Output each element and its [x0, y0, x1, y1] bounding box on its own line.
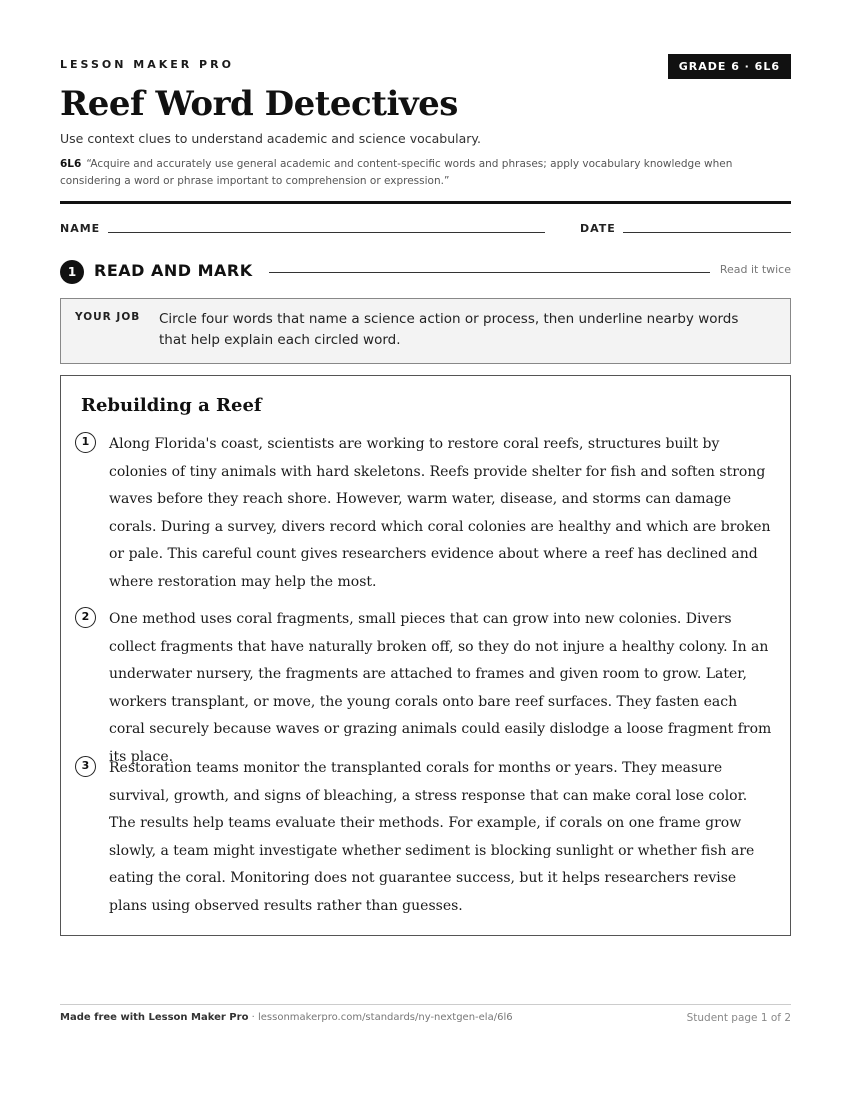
paragraph-number: 2 — [75, 607, 96, 628]
section-number: 1 — [60, 260, 84, 284]
date-label: DATE — [580, 222, 616, 235]
paragraph-text: Restoration teams monitor the transplanted corals for months or years. They measure survival, growth, and signs of bleaching, a stress response that can make coral lose color. The results help teams evaluate their methods. For example, if corals on one frame grow slowly, a team might investigate whether sediment is blocking sunlight or whether fish are eating the coral. Monitoring does not guarantee success, but it helps researchers revise plans using observed results rather than guesses. — [109, 760, 755, 914]
footer-url[interactable]: · lessonmakerpro.com/standards/ny-nextgen-ela/6l6 — [248, 1012, 513, 1023]
your-job-label: YOUR JOB — [75, 311, 141, 323]
grade-badge: GRADE 6 · 6L6 — [668, 54, 791, 79]
page-number: Student page 1 of 2 — [686, 1012, 791, 1024]
standard-code: 6L6 — [60, 158, 82, 170]
footer-divider — [60, 1004, 791, 1005]
section-title: READ AND MARK — [94, 261, 253, 280]
paragraph-number: 1 — [75, 432, 96, 453]
reading-passage — [60, 375, 791, 936]
brand-name: LESSON MAKER PRO — [60, 58, 234, 71]
page-subtitle: Use context clues to understand academic and science vocabulary. — [60, 131, 481, 146]
paragraph-text: One method uses coral fragments, small pieces that can grow into new colonies. Divers collect fragments that have naturally broken off, so they do not injure a healthy colony. In an underwater nursery, the fragments are attached to frames and given room to grow. Later, workers transplant, or move, the young corals onto bare reef surfaces. They fasten each coral securely because waves or grazing animals could easily dislodge a loose fragment from its place. — [109, 611, 772, 765]
name-label: NAME — [60, 222, 101, 235]
section-note: Read it twice — [719, 263, 791, 276]
standard-text: “Acquire and accurately use general academic and content-specific words and phrases; apply vocabulary knowledge when considering a word or phrase important to comprehension or expression.” — [60, 158, 733, 187]
standard-statement — [60, 156, 791, 190]
footer-credit — [60, 1012, 513, 1023]
header-divider — [60, 201, 791, 204]
paragraph-text: Along Florida's coast, scientists are working to restore coral reefs, structures built by colonies of tiny animals with hard skeletons. Reefs provide shelter for fish and soften strong waves before they reach shore. However, warm water, disease, and storms can damage corals. During a survey, divers record which coral colonies are healthy and which are broken or pale. This careful count gives researchers evidence about where a reef has declined and where restoration may help the most. — [109, 436, 771, 590]
date-field[interactable] — [623, 232, 791, 233]
name-field[interactable] — [108, 232, 545, 233]
paragraph-number: 3 — [75, 756, 96, 777]
page-title: Reef Word Detectives — [60, 84, 458, 124]
your-job-instructions: Circle four words that name a science action or process, then underline nearby words that help explain each circled word. — [159, 311, 739, 348]
passage-title: Rebuilding a Reef — [81, 395, 262, 416]
worksheet-page — [60, 0, 791, 1100]
footer-made-with: Made free with Lesson Maker Pro — [60, 1012, 249, 1023]
section-divider — [269, 272, 710, 273]
your-job-box — [60, 298, 791, 364]
